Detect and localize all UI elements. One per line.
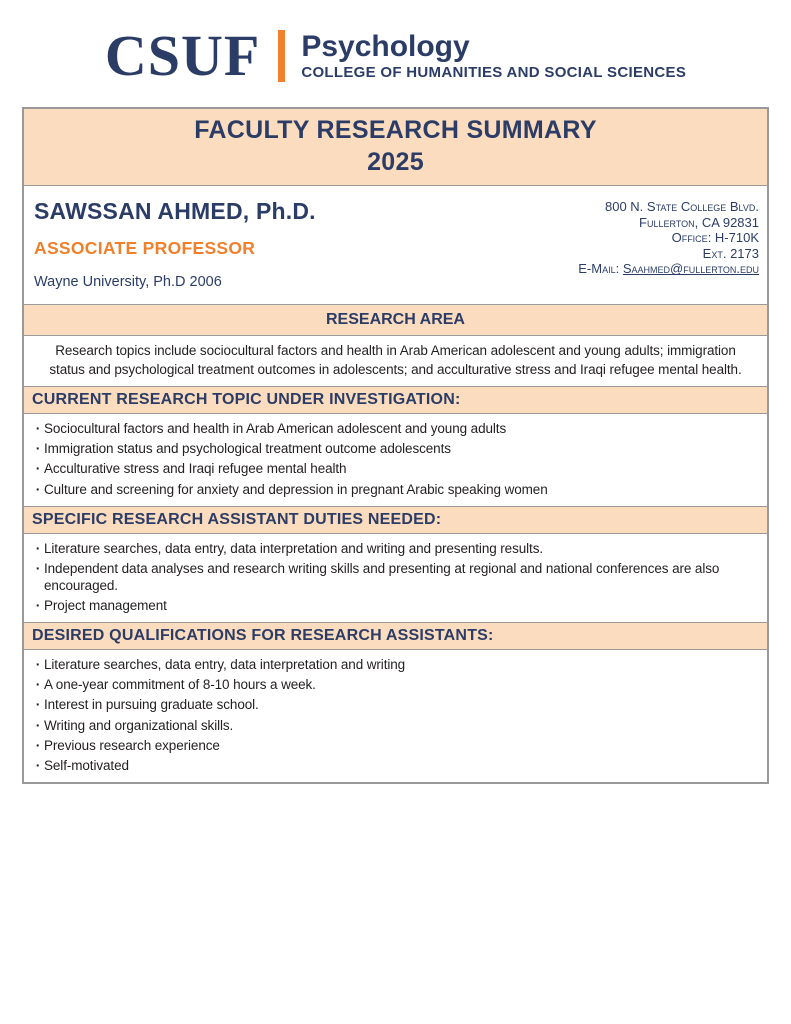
- contact-address-line2: Fullerton, CA 92831: [639, 214, 759, 230]
- bullet-icon: ·: [35, 559, 41, 576]
- list-item: [32, 696, 757, 713]
- faculty-summary-sheet: [22, 107, 769, 784]
- list-item: [32, 460, 757, 477]
- bullet-icon: ·: [35, 596, 41, 613]
- list-item: [32, 597, 757, 614]
- faculty-contact: [578, 198, 759, 290]
- bullet-icon: ·: [35, 655, 41, 672]
- research-area-text: Research topics include sociocultural factors and health in Arab American adolescent and young adults; immigration status and psychological treatment outcomes in adolescents; and acculturative stress and Iraqi refugee mental health.: [49, 343, 742, 377]
- list-item: [32, 481, 757, 498]
- bullet-icon: ·: [35, 736, 41, 753]
- qualifications-heading: DESIRED QUALIFICATIONS FOR RESEARCH ASSISTANTS:: [24, 622, 767, 650]
- csuf-logotype: CSUF: [104, 23, 261, 88]
- duties-block: [24, 534, 767, 622]
- research-area-block: [24, 336, 767, 386]
- qualifications-block: [24, 650, 767, 782]
- contact-office: Office: H-710K: [671, 230, 759, 246]
- bullet-icon: ·: [35, 480, 41, 497]
- contact-email-line: [578, 261, 759, 277]
- bullet-text: Self-motivated: [44, 757, 129, 773]
- email-link[interactable]: Saahmed@fullerton.edu: [622, 261, 759, 277]
- bullet-text: Literature searches, data entry, data interpretation and writing: [44, 656, 406, 672]
- logo-text-block: [301, 31, 686, 82]
- summary-title: FACULTY RESEARCH SUMMARY: [194, 116, 597, 144]
- bullet-text: Independent data analyses and research writing skills and presenting at regional and national conferences are also encouraged.: [44, 560, 720, 593]
- qualifications-list: [32, 656, 757, 774]
- faculty-name: SAWSSAN AHMED, Ph.D.: [34, 198, 316, 224]
- bullet-text: Previous research experience: [44, 737, 220, 753]
- contact-address-line1: 800 N. State College Blvd.: [604, 199, 759, 214]
- faculty-identity: [34, 198, 316, 290]
- bullet-text: Project management: [44, 597, 167, 613]
- contact-extension: Ext. 2173: [702, 245, 759, 261]
- bullet-icon: ·: [35, 696, 41, 713]
- list-item: [32, 656, 757, 673]
- bullet-text: A one-year commitment of 8-10 hours a week.: [44, 677, 316, 693]
- list-item: [32, 676, 757, 693]
- bullet-text: Literature searches, data entry, data interpretation and writing and presenting results.: [44, 540, 543, 556]
- title-banner: [24, 109, 767, 186]
- current-research-list: [32, 420, 757, 498]
- bullet-icon: ·: [35, 716, 41, 733]
- bullet-text: Interest in pursuing graduate school.: [44, 697, 259, 713]
- bullet-icon: ·: [35, 539, 41, 556]
- list-item: [32, 420, 757, 437]
- faculty-position: ASSOCIATE PROFESSOR: [34, 238, 256, 258]
- current-research-block: [24, 414, 767, 506]
- logo-divider-bar: [278, 30, 285, 82]
- duties-heading: SPECIFIC RESEARCH ASSISTANT DUTIES NEEDED:: [24, 506, 767, 534]
- faculty-info-row: [24, 186, 767, 304]
- list-item: [32, 540, 757, 557]
- current-research-heading: CURRENT RESEARCH TOPIC UNDER INVESTIGATION:: [24, 386, 767, 414]
- bullet-text: Writing and organizational skills.: [44, 717, 234, 733]
- bullet-text: Immigration status and psychological treatment outcome adolescents: [44, 441, 451, 457]
- list-item: [32, 737, 757, 754]
- bullet-icon: ·: [35, 460, 41, 477]
- email-label: E-Mail:: [578, 261, 623, 277]
- bullet-text: Culture and screening for anxiety and depression in pregnant Arabic speaking women: [44, 481, 548, 497]
- csuf-psychology-logo: [0, 22, 791, 90]
- list-item: [32, 717, 757, 734]
- bullet-icon: ·: [35, 676, 41, 693]
- bullet-text: Acculturative stress and Iraqi refugee mental health: [44, 461, 347, 477]
- department-name: Psychology: [301, 29, 470, 63]
- list-item: [32, 757, 757, 774]
- faculty-education: Wayne University, Ph.D 2006: [34, 274, 222, 290]
- college-name: COLLEGE OF HUMANITIES AND SOCIAL SCIENCES: [301, 64, 687, 82]
- research-area-heading: RESEARCH AREA: [24, 304, 767, 336]
- duties-list: [32, 540, 757, 614]
- bullet-icon: ·: [35, 420, 41, 436]
- list-item: [32, 560, 757, 594]
- bullet-text: Sociocultural factors and health in Arab American adolescent and young adults: [44, 421, 507, 436]
- list-item: [32, 440, 757, 457]
- summary-year: 2025: [367, 147, 424, 176]
- bullet-icon: ·: [35, 756, 41, 773]
- bullet-icon: ·: [35, 440, 41, 457]
